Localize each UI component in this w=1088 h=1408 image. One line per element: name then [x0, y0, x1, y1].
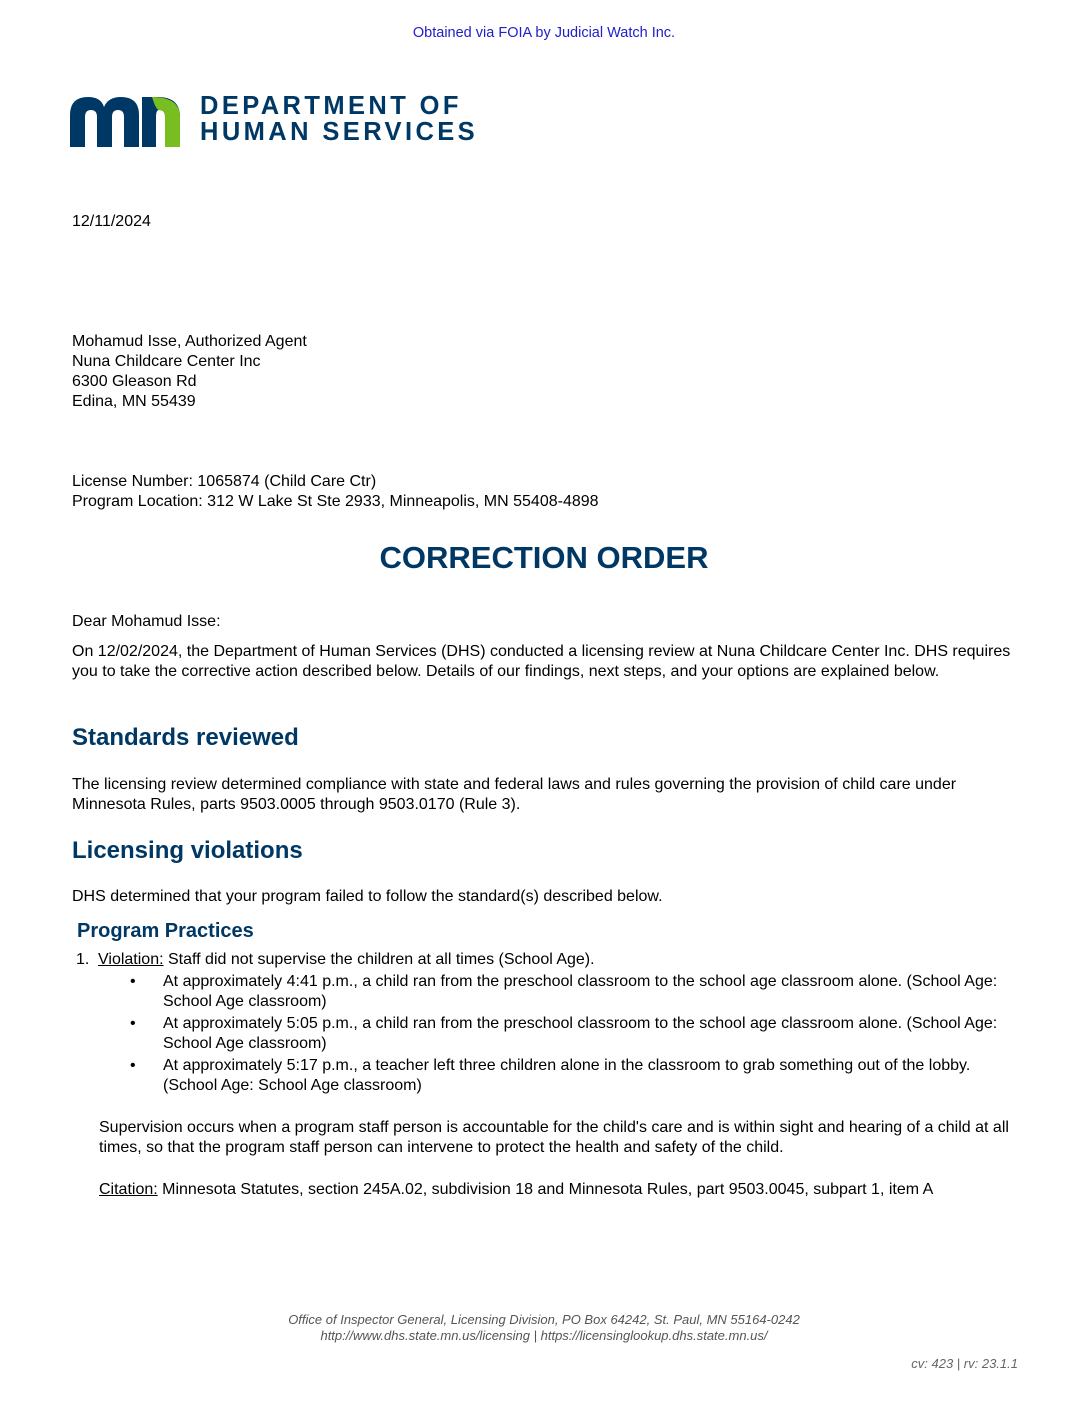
violations-intro: DHS determined that your program failed to follow the standard(s) described below.: [72, 888, 663, 905]
violation-item: [76, 950, 595, 970]
licensing-lookup-link[interactable]: https://licensinglookup.dhs.state.mn.us/: [540, 1328, 768, 1343]
logo-wordmark: [200, 93, 478, 145]
link-separator: |: [530, 1328, 541, 1343]
violation-detail-text: At approximately 4:41 p.m., a child ran from the preschool classroom to the school age classroom alone. (School Age: School Age classroom): [163, 973, 998, 1010]
standards-text: The licensing review determined compliance with state and federal laws and rules governing the provision of child care under Minnesota Rules, parts 9503.0005 through 9503.0170 (Rule 3).: [72, 776, 957, 813]
footer-address: Office of Inspector General, Licensing Division, PO Box 64242, St. Paul, MN 55164-0242: [288, 1312, 800, 1327]
violation-summary: Staff did not supervise the children at all times (School Age).: [163, 951, 595, 968]
license-number: License Number: 1065874 (Child Care Ctr): [72, 473, 377, 490]
standards-heading: Standards reviewed: [72, 724, 299, 751]
license-info: [72, 472, 599, 512]
recipient-city: Edina, MN 55439: [72, 393, 196, 410]
citation: [99, 1180, 1029, 1200]
bullet-icon: •: [130, 1015, 136, 1032]
violation-detail: [130, 972, 1010, 1012]
greeting: Dear Mohamud Isse:: [72, 613, 221, 630]
citation-label: Citation:: [99, 1181, 158, 1198]
letter-date: 12/11/2024: [72, 213, 151, 230]
citation-text: Minnesota Statutes, section 245A.02, subdivision 18 and Minnesota Rules, part 9503.0045, subpart 1, item A: [157, 1181, 934, 1198]
bullet-icon: •: [130, 1057, 136, 1074]
recipient-name: Mohamud Isse, Authorized Agent: [72, 333, 307, 350]
recipient-organization: Nuna Childcare Center Inc: [72, 353, 261, 370]
logo-line-1: DEPARTMENT OF: [200, 92, 462, 120]
dhs-logo: [68, 93, 488, 147]
foia-watermark: Obtained via FOIA by Judicial Watch Inc.: [412, 25, 676, 41]
recipient-address: [72, 332, 307, 412]
violation-number: 1.: [76, 951, 90, 968]
program-location: Program Location: 312 W Lake St Ste 2933, Minneapolis, MN 55408-4898: [72, 493, 599, 510]
footer-links: [0, 1328, 1088, 1344]
violation-detail-text: At approximately 5:05 p.m., a child ran from the preschool classroom to the school age classroom alone. (School Age: School Age classroom): [163, 1015, 998, 1052]
violation-detail-text: At approximately 5:17 p.m., a teacher left three children alone in the classroom to grab something out of the lobby. (School Age: School Age classroom): [163, 1057, 971, 1094]
supervision-explanation: Supervision occurs when a program staff person is accountable for the child's care and is within sight and hearing of a child at all times, so that the program staff person can intervene to protect the health and safety of the child.: [99, 1119, 1009, 1156]
licensing-link[interactable]: http://www.dhs.state.mn.us/licensing: [320, 1328, 531, 1343]
recipient-street: 6300 Gleason Rd: [72, 373, 197, 390]
mn-logo-mark-icon: [68, 93, 184, 147]
violations-heading: Licensing violations: [72, 837, 303, 864]
version-info: cv: 423 | rv: 23.1.1: [911, 1356, 1018, 1371]
violation-detail: [130, 1056, 1010, 1096]
violation-detail: [130, 1014, 1010, 1054]
violation-details: [130, 972, 1010, 1098]
document-title: CORRECTION ORDER: [379, 540, 709, 575]
violation-label: Violation:: [98, 951, 164, 968]
logo-line-2: HUMAN SERVICES: [200, 118, 479, 146]
violation-category: Program Practices: [77, 920, 254, 942]
bullet-icon: •: [130, 973, 136, 990]
intro-paragraph: On 12/02/2024, the Department of Human Services (DHS) conducted a licensing review at Nuna Childcare Center Inc. DHS requires you to take the corrective action described below. Details of our findings, next steps, and your options are explained below.: [72, 643, 1011, 680]
